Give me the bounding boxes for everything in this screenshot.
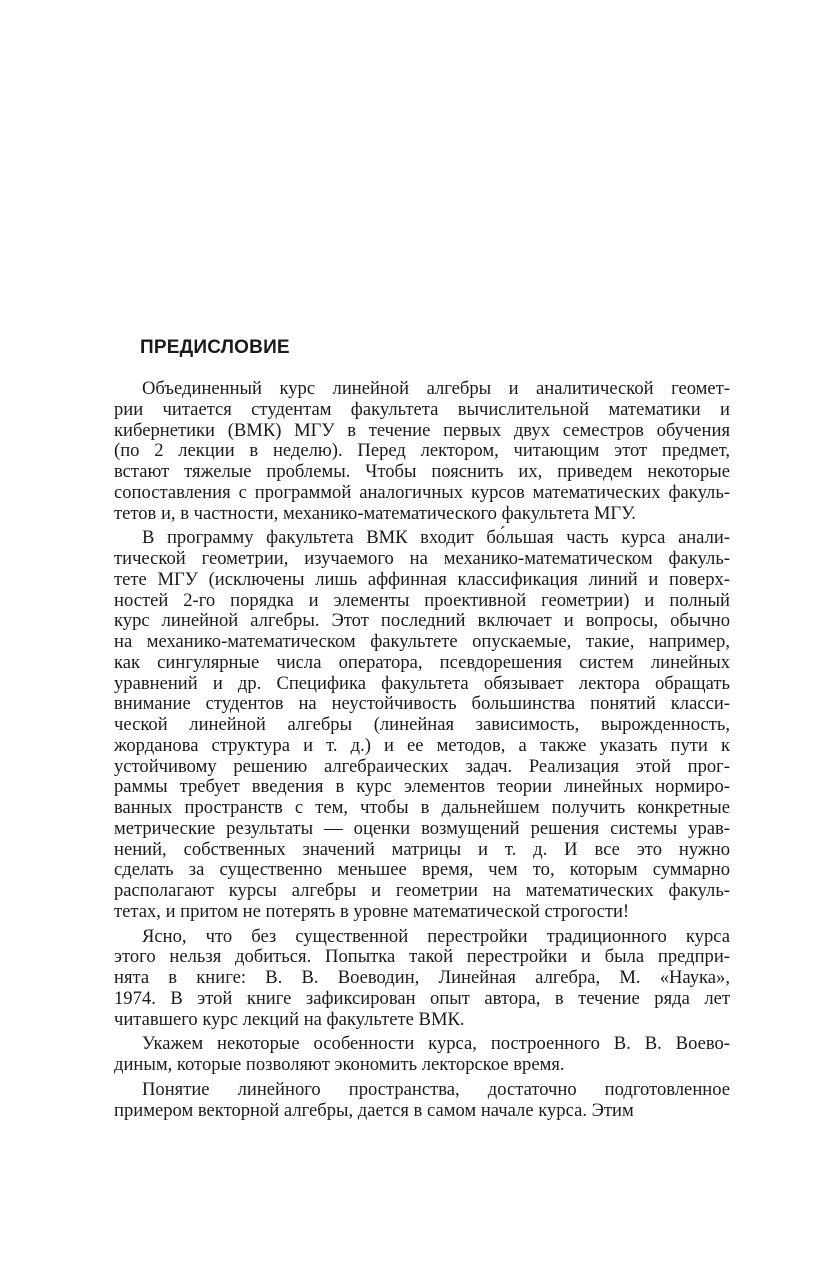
text-line: курс линейной алгебры. Этот последний включает и вопросы, обычно: [114, 610, 730, 632]
text-line: читавшего курс лекций на факультете ВМК.: [114, 1008, 465, 1030]
text-line: жорданова структура и т. д.) и ее методов, а также указать пути к: [114, 734, 730, 756]
text-line: метрические результаты — оценки возмущений решения системы урав-: [114, 817, 730, 839]
paragraph: [114, 1034, 730, 1076]
paragraph: [114, 927, 730, 1031]
text-line: 1974. В этой книге зафиксирован опыт автора, в течение ряда лет: [114, 987, 730, 1009]
paragraph: [114, 528, 730, 922]
text-line: устойчивому решению алгебраических задач. Реализация этой прог-: [114, 755, 730, 777]
text-line: располагают курсы алгебры и геометрии на математических факуль-: [114, 880, 730, 901]
text-line: этого нельзя добиться. Попытка такой перестройки и была предпри-: [114, 946, 730, 968]
text-line: тической геометрии, изучаемого на механико-математическом факуль-: [114, 548, 730, 569]
text-line: ческой линейной алгебры (линейная зависимость, вырожденность,: [114, 714, 730, 735]
text-line: Ясно, что без существенной перестройки традиционного курса: [142, 925, 730, 947]
text-line: примером векторной алгебры, дается в самом начале курса. Этим: [114, 1099, 634, 1121]
text-line: (по 2 лекции в неделю). Перед лектором, читающим этот предмет,: [114, 440, 730, 462]
paragraph: [114, 379, 730, 524]
text-line: диным, которые позволяют экономить лекторское время.: [114, 1054, 565, 1075]
text-line: уравнений и др. Специфика факультета обязывает лектора обращать: [114, 672, 730, 694]
text-line: Объединенный курс линейной алгебры и аналитической геомет-: [142, 378, 730, 399]
text-line: Понятие линейного пространства, достаточно подготовленное: [142, 1078, 730, 1100]
text-line: на механико-математическом факультете опускаемые, такие, например,: [114, 631, 730, 652]
text-line: нята в книге: В. В. Воеводин, Линейная алгебра, М. «Наука»,: [114, 967, 730, 988]
text-line: нений, собственных значений матрицы и т. д. И все это нужно: [114, 838, 730, 860]
text-line: как сингулярные числа оператора, псевдорешения систем линейных: [114, 651, 730, 673]
text-line: ванных пространств с тем, чтобы в дальнейшем получить конкретные: [114, 797, 730, 818]
text-line: сделать за существенно меньшее время, чем то, которым суммарно: [114, 859, 730, 881]
text-line: кибернетики (ВМК) МГУ в течение первых двух семестров обучения: [114, 419, 730, 441]
preface-text: [114, 379, 730, 1125]
text-line: раммы требует введения в курс элементов теории линейных нормиро-: [114, 776, 730, 798]
paragraph: [114, 1080, 730, 1122]
text-line: тетах, и притом не потерять в уровне математической строгости!: [114, 900, 630, 922]
text-line: тете МГУ (исключены лишь аффинная классификация линий и поверх-: [114, 568, 730, 590]
text-line: В программу факультета ВМК входит бо́льшая часть курса анали-: [142, 527, 730, 549]
text-line: рии читается студентам факультета вычислительной математики и: [114, 398, 730, 420]
text-line: встают тяжелые проблемы. Чтобы пояснить их, приведем некоторые: [114, 461, 730, 482]
text-line: сопоставления с программой аналогичных курсов математических факуль-: [114, 481, 730, 503]
text-line: внимание студентов на неустойчивость большинства понятий класси-: [114, 693, 730, 715]
text-line: Укажем некоторые особенности курса, построенного В. В. Воево-: [142, 1033, 730, 1055]
page-title: ПРЕДИСЛОВИЕ: [140, 337, 290, 358]
text-line: тетов и, в частности, механико-математического факультета МГУ.: [114, 502, 636, 524]
text-line: ностей 2-го порядка и элементы проективной геометрии) и полный: [114, 589, 730, 611]
